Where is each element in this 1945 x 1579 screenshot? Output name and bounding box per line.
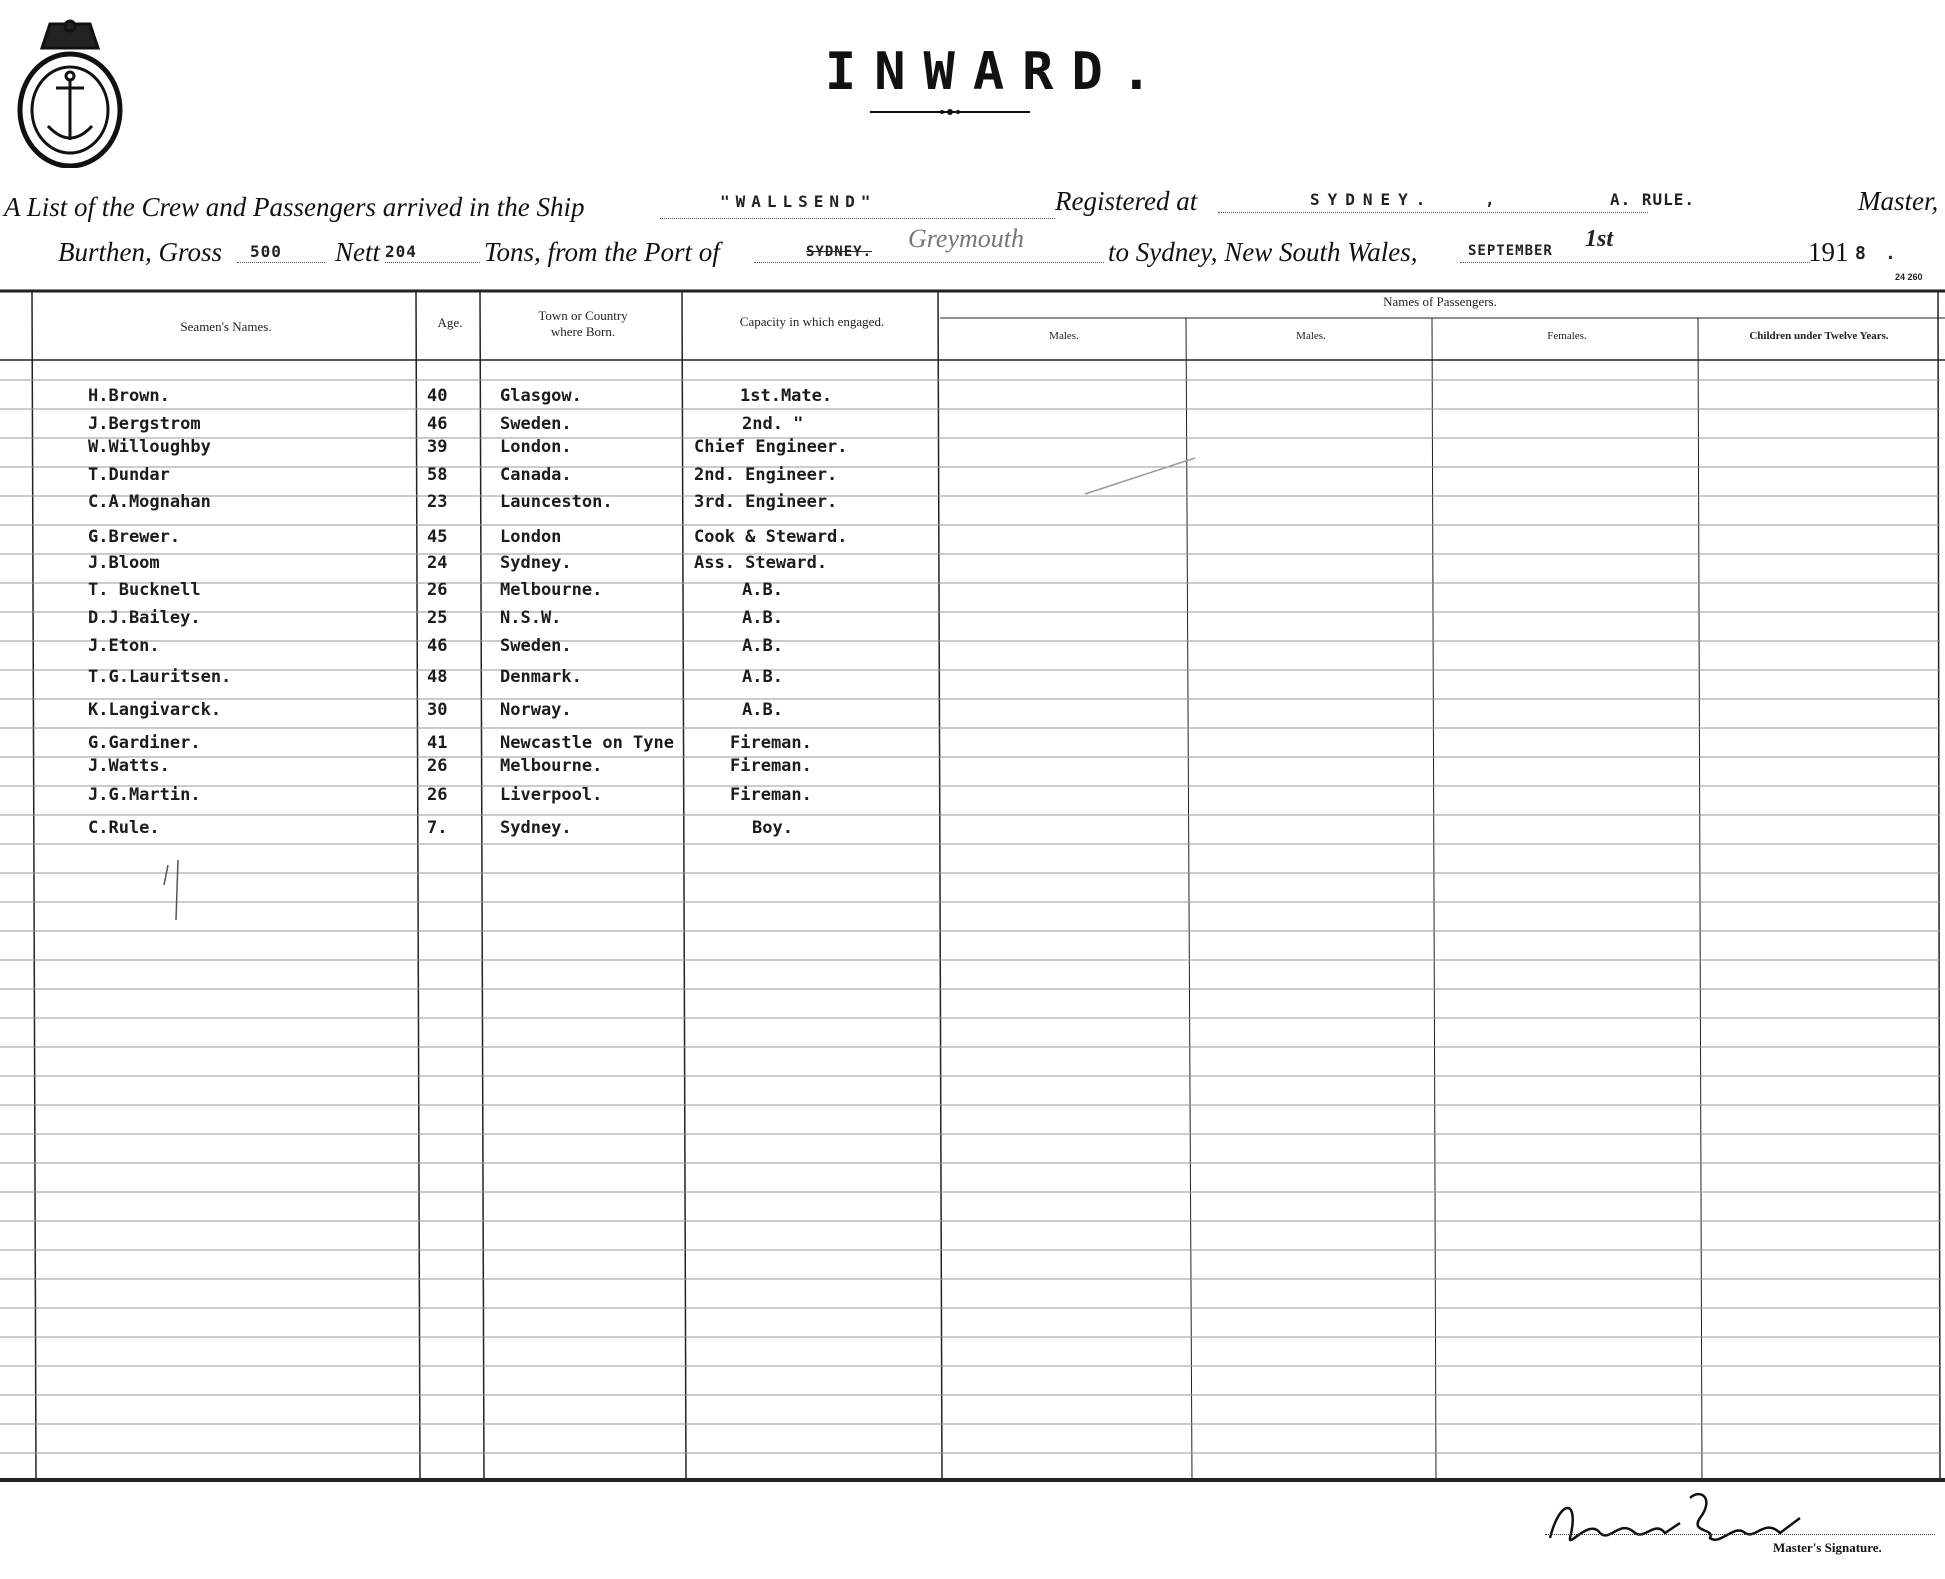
- seaman-name: T.G.Lauritsen.: [88, 667, 232, 687]
- nett-tons: 204: [385, 242, 417, 261]
- seaman-age: 40: [427, 386, 448, 406]
- seaman-name: H.Brown.: [88, 386, 170, 406]
- registered-label: Registered at: [1055, 186, 1198, 216]
- gross-tons: 500: [250, 242, 282, 261]
- seaman-birthplace: Sydney.: [500, 818, 572, 838]
- seaman-name: W.Willoughby: [88, 437, 211, 457]
- registered-comma: ,: [1485, 190, 1496, 209]
- seaman-name: J.Eton.: [88, 636, 160, 656]
- crew-list-intro: A List of the Crew and Passengers arrived in the Ship: [4, 192, 585, 222]
- document-title: INWARD.: [824, 42, 1171, 102]
- seaman-birthplace: Liverpool.: [500, 785, 603, 805]
- seaman-birthplace: London: [500, 527, 562, 547]
- seaman-capacity: Fireman.: [730, 756, 812, 776]
- arrival-month: SEPTEMBER: [1468, 243, 1553, 259]
- nett-label: Nett: [335, 237, 380, 267]
- stray-ink-mark: [160, 855, 190, 925]
- seaman-birthplace: London.: [500, 437, 572, 457]
- seaman-age: 45: [427, 527, 448, 547]
- header-females: Females.: [1547, 330, 1587, 342]
- seaman-capacity: Ass. Steward.: [694, 553, 828, 573]
- seaman-birthplace: Newcastle on Tyne: [500, 733, 674, 753]
- seaman-age: 7.: [427, 818, 448, 838]
- seaman-name: D.J.Bailey.: [88, 608, 201, 628]
- seaman-age: 58: [427, 465, 448, 485]
- arrival-day: 1st: [1585, 226, 1614, 252]
- tons-from-port-label: Tons, from the Port of: [484, 237, 720, 267]
- seaman-birthplace: Sweden.: [500, 414, 572, 434]
- seaman-birthplace: Sydney.: [500, 553, 572, 573]
- seaman-name: J.Watts.: [88, 756, 170, 776]
- seaman-age: 48: [427, 667, 448, 687]
- header-passengers: Names of Passengers.: [1383, 294, 1497, 309]
- seaman-birthplace: Canada.: [500, 465, 572, 485]
- seaman-birthplace: Sweden.: [500, 636, 572, 656]
- seaman-birthplace: Melbourne.: [500, 756, 603, 776]
- registered-port: SYDNEY.: [1310, 190, 1434, 209]
- seaman-name: C.Rule.: [88, 818, 160, 838]
- seaman-birthplace: Denmark.: [500, 667, 582, 687]
- seaman-birthplace: Norway.: [500, 700, 572, 720]
- seaman-name: G.Brewer.: [88, 527, 181, 547]
- seaman-capacity: A.B.: [742, 608, 783, 628]
- seaman-name: J.G.Martin.: [88, 785, 201, 805]
- seaman-age: 25: [427, 608, 448, 628]
- header-males-1: Males.: [1049, 330, 1079, 342]
- seaman-capacity: 2nd. Engineer.: [694, 465, 838, 485]
- seaman-capacity: Cook & Steward.: [694, 527, 848, 547]
- seaman-capacity: Fireman.: [730, 733, 812, 753]
- header-seamens-names: Seamen's Names.: [180, 319, 272, 334]
- seaman-name: J.Bloom: [88, 553, 160, 573]
- seaman-capacity: A.B.: [742, 636, 783, 656]
- header-born-line2: where Born.: [550, 324, 616, 339]
- year-period: .: [1885, 243, 1897, 264]
- seaman-age: 23: [427, 492, 448, 512]
- seaman-age: 41: [427, 733, 448, 753]
- seaman-capacity: 2nd. ": [742, 414, 804, 434]
- master-label: Master,: [1858, 186, 1939, 216]
- form-code: 24 260: [1895, 272, 1923, 282]
- seaman-name: G.Gardiner.: [88, 733, 201, 753]
- seaman-capacity: A.B.: [742, 667, 783, 687]
- seaman-age: 26: [427, 756, 448, 776]
- seaman-capacity: 3rd. Engineer.: [694, 492, 838, 512]
- master-name: A. RULE.: [1610, 190, 1696, 209]
- seaman-age: 39: [427, 437, 448, 457]
- year-suffix: 8: [1855, 243, 1867, 264]
- seaman-age: 26: [427, 785, 448, 805]
- master-signature-label: Master's Signature.: [1773, 1540, 1882, 1555]
- seaman-name: T. Bucknell: [88, 580, 201, 600]
- seaman-age: 46: [427, 414, 448, 434]
- seaman-age: 30: [427, 700, 448, 720]
- header-age: Age.: [437, 315, 463, 330]
- destination-label: to Sydney, New South Wales,: [1108, 237, 1418, 267]
- seaman-name: K.Langivarck.: [88, 700, 222, 720]
- header-born-line1: Town or Country: [538, 308, 628, 323]
- stray-pencil-mark: [1080, 450, 1200, 500]
- year-prefix: 191: [1808, 237, 1849, 267]
- seaman-birthplace: N.S.W.: [500, 608, 562, 628]
- seaman-name: C.A.Mognahan: [88, 492, 211, 512]
- header-males-2: Males.: [1296, 330, 1326, 342]
- seaman-capacity: A.B.: [742, 580, 783, 600]
- seaman-capacity: Boy.: [752, 818, 793, 838]
- ship-name: "WALLSEND": [720, 192, 877, 211]
- seaman-birthplace: Melbourne.: [500, 580, 603, 600]
- header-capacity: Capacity in which engaged.: [739, 314, 885, 329]
- from-port-handwritten: Greymouth: [908, 224, 1025, 253]
- seaman-capacity: Fireman.: [730, 785, 812, 805]
- seaman-capacity: Chief Engineer.: [694, 437, 848, 457]
- seaman-name: J.Bergstrom: [88, 414, 201, 434]
- seaman-birthplace: Launceston.: [500, 492, 613, 512]
- seaman-birthplace: Glasgow.: [500, 386, 582, 406]
- signature-line: [1545, 1534, 1935, 1535]
- burthen-label: Burthen, Gross: [58, 237, 223, 267]
- seaman-capacity: A.B.: [742, 700, 783, 720]
- header-children: Children under Twelve Years.: [1749, 330, 1889, 342]
- seaman-name: T.Dundar: [88, 465, 170, 485]
- from-port-struck: SYDNEY.: [806, 244, 873, 260]
- seaman-age: 26: [427, 580, 448, 600]
- seaman-age: 24: [427, 553, 448, 573]
- seaman-capacity: 1st.Mate.: [740, 386, 833, 406]
- seaman-age: 46: [427, 636, 448, 656]
